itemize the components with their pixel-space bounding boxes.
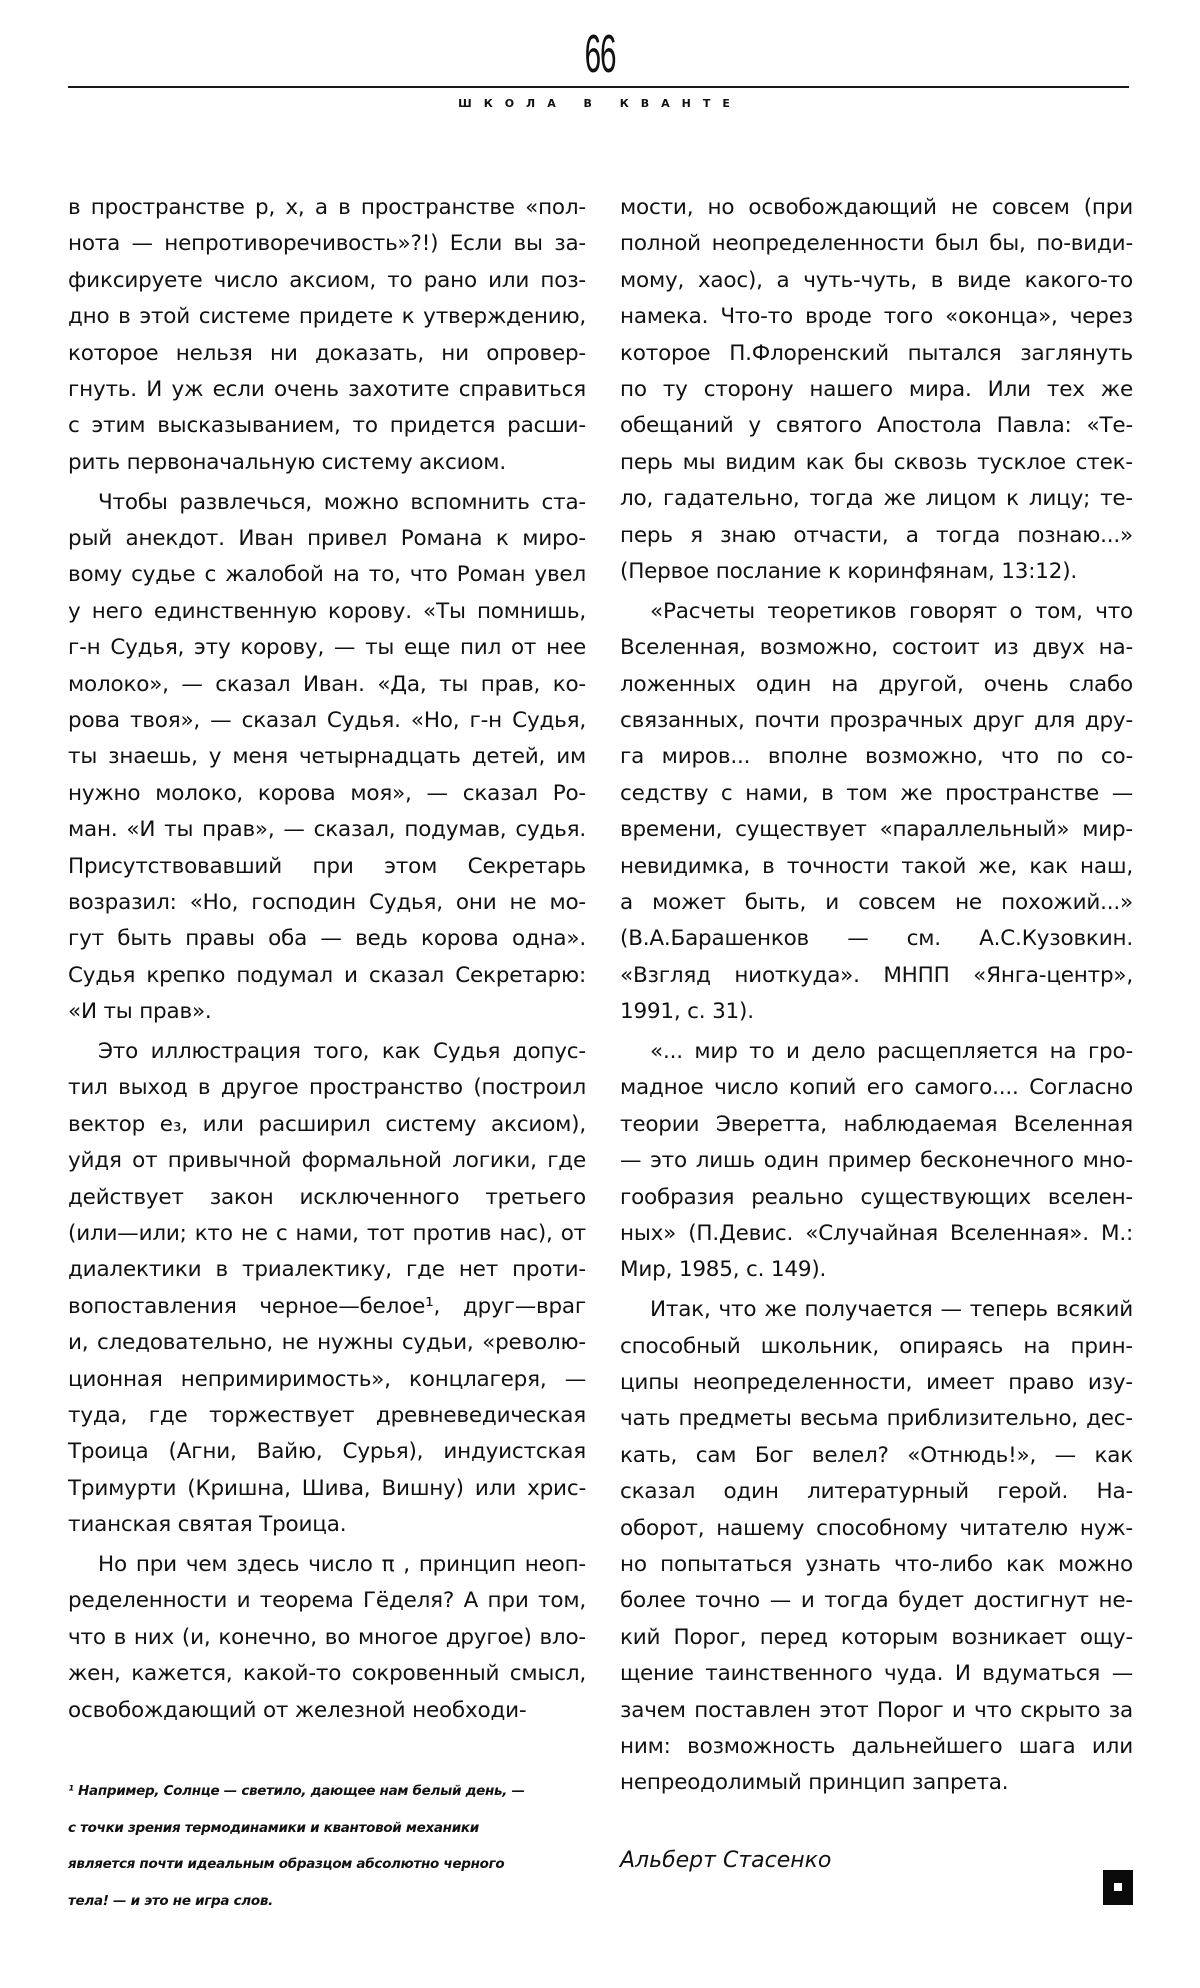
text-line: Вселенная, возможно, состоит из двух на- — [620, 635, 1133, 661]
text-line: Мир, 1985, с. 149). — [620, 1257, 827, 1283]
text-line: зачем поставлен этот Порог и что скрыто за — [620, 1697, 1133, 1723]
text-line: тианская святая Троица. — [68, 1512, 347, 1538]
text-line: ним: возможность дальнейшего шага или — [620, 1733, 1133, 1759]
text-line: ложенных один на другой, очень слабо — [620, 671, 1133, 697]
text-line: ределенности и теорема Гёделя? А при том, — [68, 1588, 586, 1614]
text-line: — это лишь один пример бесконечного мно- — [620, 1148, 1133, 1174]
text-line: кать, сам Бог велел? «Отнюдь!», — как — [620, 1442, 1133, 1468]
text-line: гнуть. И уж если очень захотите справиться — [68, 376, 586, 402]
paragraph — [68, 1547, 586, 1729]
text-line: гообразия реально существующих вселен- — [620, 1184, 1133, 1210]
author-signature: Альберт Стасенко — [620, 1848, 832, 1873]
text-line: (Первое послание к коринфянам, 13:12). — [620, 558, 1078, 584]
text-line: «Взгляд ниоткуда». МНПП «Янга-центр», — [620, 962, 1133, 988]
text-line: и, следовательно, не нужны судьи, «револю- — [68, 1330, 586, 1356]
text-line: сказал один литературный герой. На- — [620, 1479, 1133, 1505]
text-line: что в них (и, конечно, во многое другое) вло- — [68, 1624, 586, 1650]
text-line: Тримурти (Кришна, Шива, Вишну) или хрис- — [68, 1475, 586, 1501]
text-line: возразил: «Но, господин Судья, они не мо- — [68, 889, 586, 915]
text-line: 1991, с. 31). — [620, 999, 754, 1025]
text-line: невидимка, в точности такой же, как наш, — [620, 853, 1133, 879]
footnote-line: ¹ Например, Солнце — светило, дающее нам белый день, — — [68, 1783, 525, 1799]
end-of-article-mark-icon — [1103, 1870, 1133, 1905]
text-line: с этим высказыванием, то придется расши- — [68, 413, 586, 439]
right-column — [620, 190, 1133, 1805]
paragraph — [68, 485, 586, 1031]
text-line: у него единственную корову. «Ты помнишь, — [68, 598, 586, 624]
left-column — [68, 190, 586, 1732]
paragraph — [620, 190, 1133, 590]
text-line: нота — непротиворечивость»?!) Если вы за- — [68, 231, 586, 257]
text-line: Это иллюстрация того, как Судья допус- — [98, 1038, 586, 1064]
text-line: Чтобы развлечься, можно вспомнить ста- — [98, 489, 586, 515]
text-line: мому, хаос), а чуть-чуть, в виде какого-то — [620, 267, 1133, 293]
text-line: седству с нами, в том же пространстве — — [620, 780, 1133, 806]
text-line: ман. «И ты прав», — сказал, подумав, судья. — [68, 817, 586, 843]
text-line: которое П.Флоренский пытался заглянуть — [620, 340, 1133, 366]
text-line: ципы неопределенности, имеет право изу- — [620, 1370, 1133, 1395]
text-line: Присутствовавший при этом Секретарь — [68, 853, 586, 879]
text-line: Судья крепко подумал и сказал Секретарю: — [68, 962, 586, 988]
text-line: непреодолимый принцип запрета. — [620, 1770, 1009, 1796]
header-rule — [68, 86, 1129, 88]
paragraph — [620, 1292, 1133, 1801]
text-line: щение таинственного чуда. И вдуматься — — [620, 1661, 1133, 1687]
text-line: рова твоя», — сказал Судья. «Но, г-н Судья, — [68, 707, 586, 733]
text-line: фиксируете число аксиом, то рано или поз- — [68, 267, 586, 293]
text-line: рый анекдот. Иван привел Романа к миро- — [68, 526, 586, 552]
text-line: (В.А.Барашенков — см. А.С.Кузовкин. — [620, 926, 1133, 952]
text-line: намека. Что-то вроде того «оконца», через — [620, 304, 1133, 330]
text-line: вопоставления черное—белое¹, друг—враг — [68, 1293, 586, 1319]
text-line: ных» (П.Девис. «Случайная Вселенная». М.: — [620, 1220, 1133, 1246]
text-line: полной неопределенности был бы, по-види- — [620, 231, 1133, 257]
paragraph — [620, 1034, 1133, 1289]
text-line: г-н Судья, эту корову, — ты еще пил от нее — [68, 635, 586, 661]
text-line: тил выход в другое пространство (построил — [68, 1075, 586, 1101]
text-line: (или—или; кто не с нами, тот против нас), от — [68, 1220, 586, 1246]
text-line: дно в этой системе придете к утверждению, — [68, 304, 586, 330]
text-line: кий Порог, перед которым возникает ощу- — [620, 1624, 1133, 1650]
paragraph — [68, 190, 586, 481]
text-line: ционная непримиримость», концлагеря, — — [68, 1366, 586, 1392]
text-line: «Расчеты теоретиков говорят о том, что — [650, 598, 1133, 624]
text-line: теории Эверетта, наблюдаемая Вселенная — [620, 1111, 1133, 1137]
text-line: обещаний у святого Апостола Павла: «Те- — [620, 413, 1133, 439]
paragraph — [620, 594, 1133, 1031]
end-mark-inner-square — [1114, 1883, 1122, 1891]
text-line: вектор e₃, или расширил систему аксиом), — [68, 1111, 586, 1137]
text-line: Но при чем здесь число π , принцип неоп- — [98, 1551, 586, 1577]
text-line: оборот, нашему способному читателю нуж- — [620, 1515, 1133, 1541]
text-line: диалектики в триалектику, где нет проти- — [68, 1257, 586, 1283]
text-line: чать предметы весьма приблизительно, дес- — [620, 1406, 1133, 1432]
text-line: «И ты прав». — [68, 999, 212, 1025]
footnote-line: является почти идеальным образцом абсолютно черного — [68, 1856, 505, 1873]
text-line: «... мир то и дело расщепляется на гро- — [650, 1038, 1133, 1064]
text-line: связанных, почти прозрачных друг для дру- — [620, 707, 1133, 733]
text-line: времени, существует «параллельный» мир- — [620, 817, 1133, 843]
text-line: нужно молоко, корова моя», — сказал Ро- — [68, 780, 586, 806]
text-line: но попытаться узнать что-либо как можно — [620, 1551, 1133, 1577]
paragraph — [68, 1034, 586, 1543]
text-line: по ту сторону нашего мира. Или тех же — [620, 376, 1133, 402]
text-line: рить первоначальную систему аксиом. — [68, 449, 506, 475]
text-line: Троица (Агни, Вайю, Сурья), индуистская — [68, 1439, 586, 1465]
text-line: освобождающий от железной необходи- — [68, 1697, 527, 1723]
text-line: перь мы видим как бы сквозь тусклое стек- — [620, 449, 1133, 475]
text-line: ло, гадательно, тогда же лицом к лицу; те- — [620, 486, 1133, 512]
text-line: действует закон исключенного третьего — [68, 1184, 586, 1210]
text-line: гут быть правы оба — ведь корова одна». — [68, 926, 586, 952]
page-number: 66 — [584, 24, 616, 84]
text-line: более точно — и тогда будет достигнут не- — [620, 1588, 1133, 1614]
text-line: туда, где торжествует древневедическая — [68, 1402, 586, 1428]
section-label: ШКОЛА В КВАНТЕ — [458, 97, 742, 110]
text-line: ты знаешь, у меня четырнадцать детей, им — [68, 744, 586, 770]
text-line: а может быть, и совсем не похожий...» — [620, 889, 1133, 915]
text-line: уйдя от привычной формальной логики, где — [68, 1148, 586, 1174]
footnote — [68, 1773, 588, 1919]
text-line: мости, но освобождающий не совсем (при — [620, 195, 1133, 220]
text-line: способный школьник, опираясь на прин- — [620, 1333, 1133, 1359]
text-line: молоко», — сказал Иван. «Да, ты прав, ко- — [68, 671, 586, 697]
text-line: Итак, что же получается — теперь всякий — [650, 1297, 1133, 1323]
text-line: мадное число копий его самого.... Согласно — [620, 1075, 1133, 1101]
text-line: га миров... вполне возможно, что по со- — [620, 744, 1133, 770]
text-line: перь я знаю отчасти, а тогда познаю...» — [620, 522, 1133, 548]
footnote-line: тела! — и это не игра слов. — [68, 1892, 273, 1909]
text-line: жен, кажется, какой-то сокровенный смысл, — [68, 1661, 586, 1687]
text-line: которое нельзя ни доказать, ни опровер- — [68, 340, 586, 366]
footnote-line: с точки зрения термодинамики и квантовой механики — [68, 1819, 479, 1836]
text-line: в пространстве p, x, а в пространстве «пол- — [68, 195, 586, 220]
text-line: вому судье с жалобой на то, что Роман увел — [68, 562, 586, 588]
